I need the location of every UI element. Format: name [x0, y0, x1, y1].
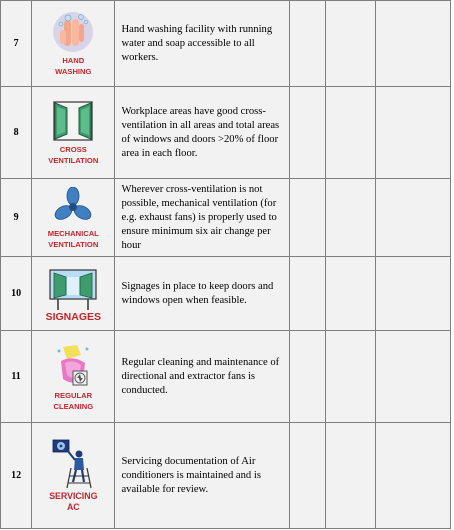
empty-cell[interactable]: [326, 87, 375, 179]
empty-cell[interactable]: [375, 257, 450, 331]
icon-label: HAND WASHING: [55, 56, 92, 76]
cleaning-icon: [51, 341, 95, 389]
empty-cell[interactable]: [290, 423, 326, 529]
requirement-text: Workplace areas have good cross-ventilation in all areas and total areas of windows and doors >20% of floor area in each floor.: [115, 87, 290, 179]
icon-label: SERVICING AC: [49, 491, 98, 512]
table-row: [1, 87, 451, 179]
empty-cell[interactable]: [375, 179, 450, 257]
table-row: [1, 179, 451, 257]
row-number: 9: [1, 179, 32, 257]
empty-cell[interactable]: [375, 423, 450, 529]
servicing-ac-icon: [51, 438, 95, 490]
icon-cell: [32, 423, 115, 529]
requirement-text: Signages in place to keep doors and windows open when feasible.: [115, 257, 290, 331]
icon-cell: [32, 87, 115, 179]
empty-cell[interactable]: [375, 87, 450, 179]
icon-cell: [32, 331, 115, 423]
icon-label: MECHANICAL VENTILATION: [47, 228, 99, 249]
icon-label: REGULAR CLEANING: [53, 391, 94, 411]
table-row: [1, 257, 451, 331]
empty-cell[interactable]: [326, 423, 375, 529]
icon-cell: [32, 1, 115, 87]
icon-label: SIGNAGES: [45, 311, 102, 323]
empty-cell[interactable]: [290, 179, 326, 257]
row-number: 7: [1, 1, 32, 87]
empty-cell[interactable]: [326, 179, 375, 257]
empty-cell[interactable]: [290, 331, 326, 423]
row-number: 11: [1, 331, 32, 423]
empty-cell[interactable]: [326, 331, 375, 423]
table-row: [1, 423, 451, 529]
empty-cell[interactable]: [375, 1, 450, 87]
row-number: 12: [1, 423, 32, 529]
empty-cell[interactable]: [326, 1, 375, 87]
empty-cell[interactable]: [375, 331, 450, 423]
empty-cell[interactable]: [326, 257, 375, 331]
row-number: 8: [1, 87, 32, 179]
requirement-text: Servicing documentation of Air conditioners is maintained and is available for review.: [115, 423, 290, 529]
requirement-text: Regular cleaning and maintenance of directional and extractor fans is conducted.: [115, 331, 290, 423]
empty-cell[interactable]: [290, 257, 326, 331]
empty-cell[interactable]: [290, 1, 326, 87]
table-row: [1, 331, 451, 423]
table-row: [1, 1, 451, 87]
window-icon: [51, 99, 95, 143]
icon-cell: [32, 179, 115, 257]
icon-cell: [32, 257, 115, 331]
icon-label: CROSS VENTILATION: [48, 145, 99, 165]
signage-icon: [46, 264, 100, 310]
fan-icon: [53, 187, 93, 227]
requirement-text: Wherever cross-ventilation is not possible, mechanical ventilation (for e.g. exhaust fans) is properly used to ensure minimum six air change per hour: [115, 179, 290, 257]
requirement-text: Hand washing facility with running water and soap accessible to all workers.: [115, 1, 290, 87]
empty-cell[interactable]: [290, 87, 326, 179]
hand-washing-icon: [48, 10, 98, 54]
row-number: 10: [1, 257, 32, 331]
